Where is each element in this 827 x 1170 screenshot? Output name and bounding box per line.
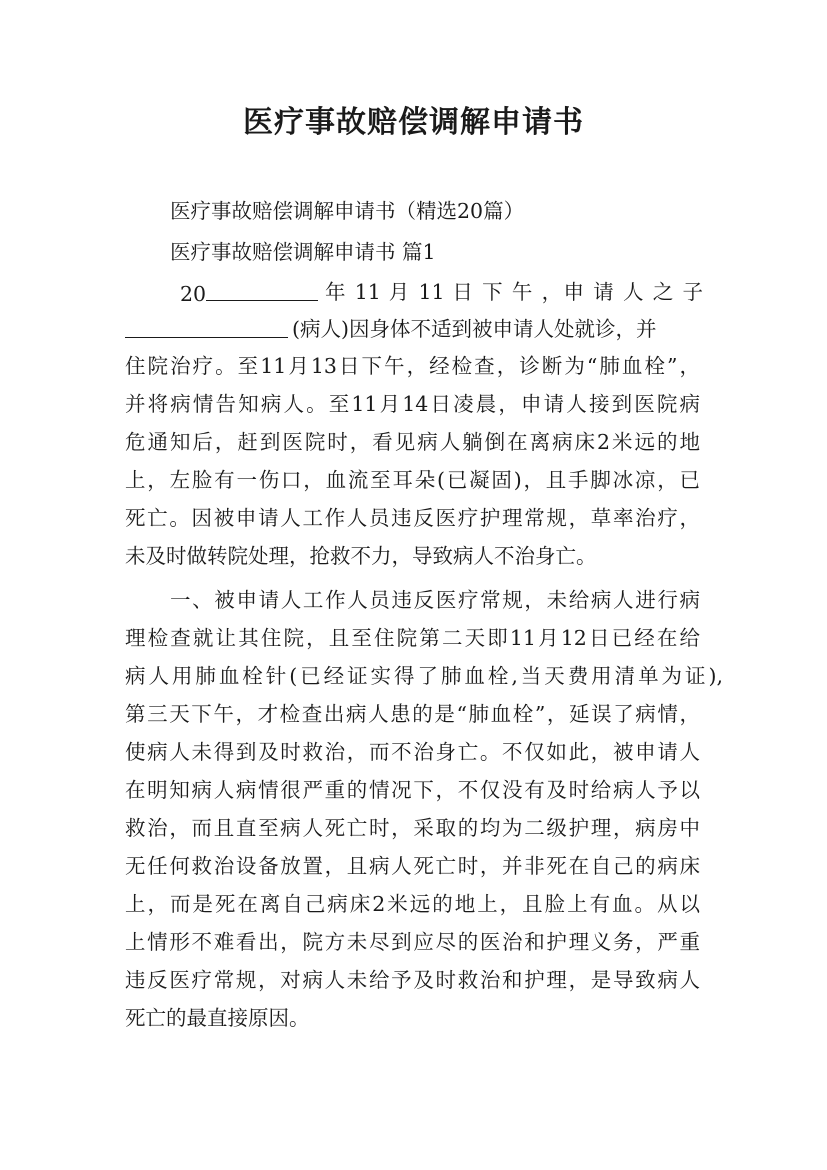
para2-line: 病人用肺血栓针(已经证实得了肺血栓,当天费用清单为证),	[125, 664, 723, 688]
document-title: 医疗事故赔偿调解申请书	[243, 105, 584, 140]
para2-line: 在明知病人病情很严重的情况下，不仅没有及时给病人予以	[125, 778, 700, 802]
para2-line: 理检查就让其住院，且至住院第二天即11月12日已经在给	[125, 626, 700, 650]
name-blank	[125, 315, 288, 338]
para1-row2-text: (病人)因身体不适到被申请人处就诊，并	[292, 317, 657, 341]
year-blank	[206, 278, 318, 301]
para1-line: 并将病情告知病人。至11月14日凌晨，申请人接到医院病	[125, 392, 700, 416]
para2-line: 一、被申请人工作人员违反医疗常规，未给病人进行病	[170, 588, 700, 612]
para1-line: 上，左脸有一伤口，血流至耳朵(已凝固)，且手脚冰凉，已	[125, 468, 700, 492]
para2-line: 违反医疗常规，对病人未给予及时救治和护理，是导致病人	[125, 968, 700, 992]
section-heading: 医疗事故赔偿调解申请书 篇1	[170, 240, 436, 264]
para1-line: 危通知后，赶到医院时，看见病人躺倒在离病床2米远的地	[125, 430, 700, 454]
para2-line: 无任何救治设备放置，且病人死亡时，并非死在自己的病床	[125, 854, 700, 878]
para1-line: 未及时做转院处理，抢救不力，导致病人不治身亡。	[125, 544, 597, 568]
para1-row1	[180, 278, 318, 308]
para2-line: 救治，而且直至病人死亡时，采取的均为二级护理，病房中	[125, 816, 700, 840]
para1-row1-text: 年 11 月 11 日 下 午 ，申 请 人 之 子	[325, 280, 703, 304]
para1-line: 住院治疗。至11月13日下午，经检查，诊断为“肺血栓”，	[125, 354, 700, 378]
year-prefix: 20	[180, 282, 207, 306]
para2-line: 上，而是死在离自己病床2米远的地上，且脸上有血。从以	[125, 892, 700, 916]
para1-row2	[125, 315, 288, 345]
subtitle: 医疗事故赔偿调解申请书（精选20篇）	[170, 199, 525, 223]
para2-line: 第三天下午，才检查出病人患的是“肺血栓”，延误了病情，	[125, 702, 700, 726]
para2-line: 上情形不难看出，院方未尽到应尽的医治和护理义务，严重	[125, 930, 700, 954]
para2-line: 死亡的最直接原因。	[125, 1006, 310, 1030]
para2-line: 使病人未得到及时救治，而不治身亡。不仅如此，被申请人	[125, 740, 700, 764]
para1-line: 死亡。因被申请人工作人员违反医疗护理常规，草率治疗，	[125, 506, 700, 530]
